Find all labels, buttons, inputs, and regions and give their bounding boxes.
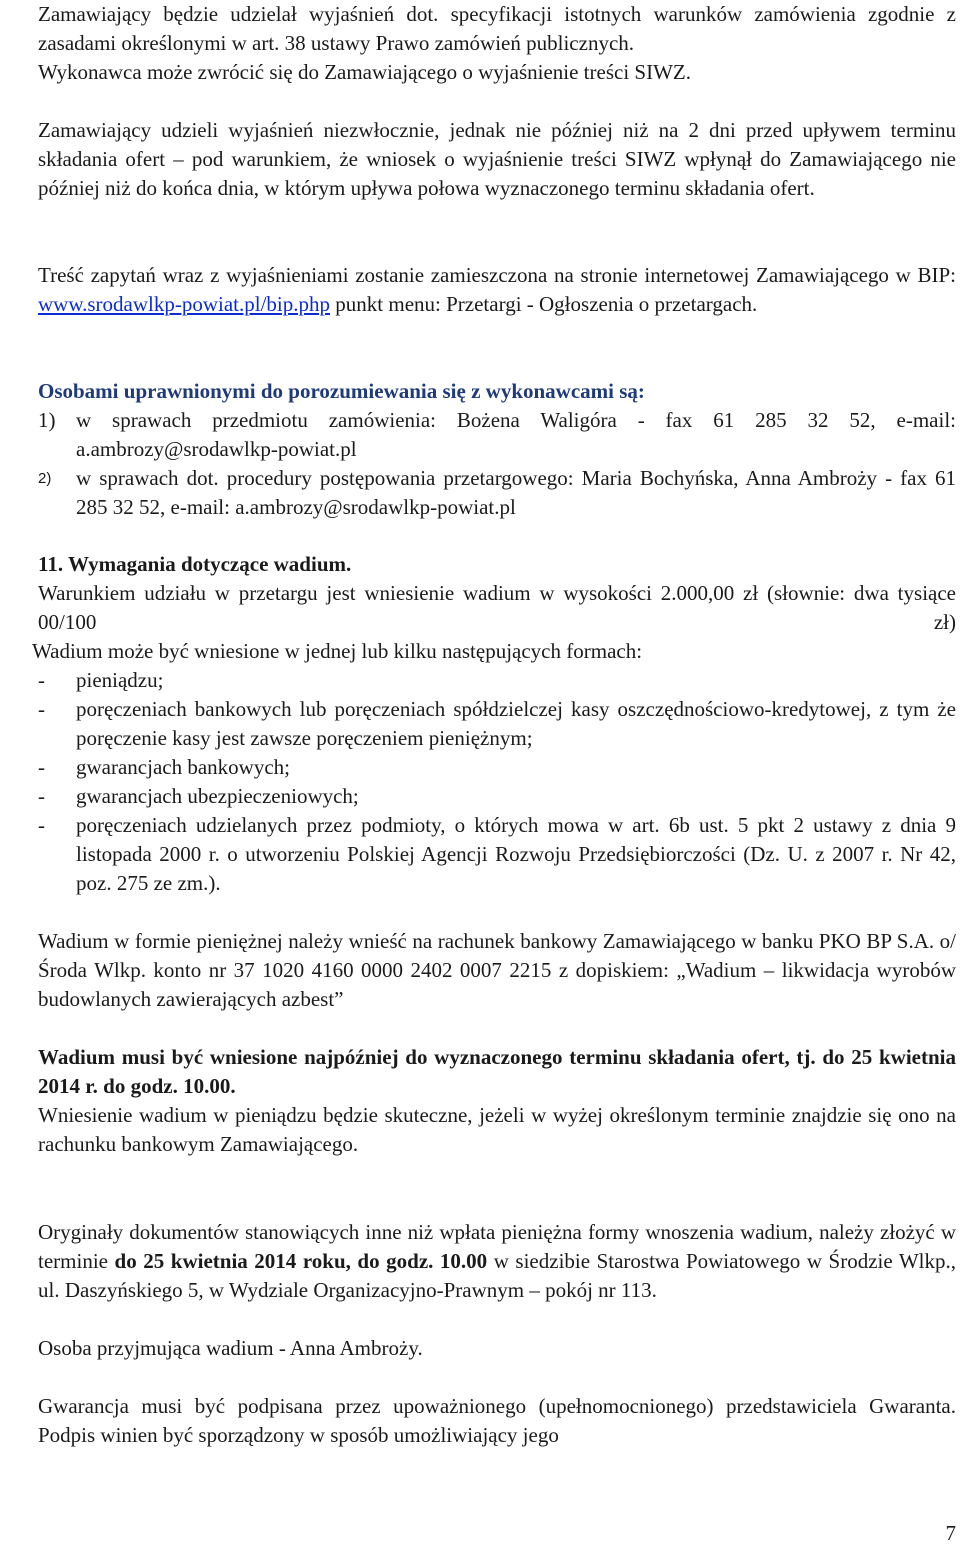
contact-text: w sprawach przedmiotu zamówienia: Bożena Waligóra - fax 61 285 32 52, e-mail: a.ambrozy@srodawlkp-powiat.pl: [76, 408, 956, 461]
contacts-heading: Osobami uprawnionymi do porozumiewania się z wykonawcami są:: [38, 379, 645, 403]
paragraph-receiver: Osoba przyjmująca wadium - Anna Ambroży.: [38, 1336, 423, 1360]
wadium-amount: Warunkiem udziału w przetargu jest wniesienie wadium w wysokości 2.000,00 zł (słownie: dwa tysiące 00/100 zł): [38, 581, 956, 634]
paragraph-clarifications-intro: Zamawiający będzie udzielał wyjaśnień dot. specyfikacji istotnych warunków zamówienia zgodnie z zasadami określonymi w art. 38 ustawy Prawo zamówień publicznych.: [38, 2, 956, 55]
page-number: 7: [945, 1521, 956, 1545]
list-marker: -: [38, 784, 45, 808]
form-text: poręczeniach bankowych lub poręczeniach spółdzielczej kasy oszczędnościowo-kredytowej, z tym że poręczenie kasy jest zawsze poręczeniem pieniężnym;: [76, 697, 956, 750]
form-text: pieniądzu;: [76, 668, 164, 692]
paragraph-wadium-deadline: Wadium musi być wniesione najpóźniej do wyznaczonego terminu składania ofert, tj. do 25 kwietnia 2014 r. do godz. 10.00.: [38, 1045, 956, 1098]
list-marker: -: [38, 668, 45, 692]
contacts-list: [38, 406, 956, 522]
bip-text-after: punkt menu: Przetargi - Ogłoszenia o przetargach.: [330, 292, 758, 316]
paragraph-deadline-note: Wniesienie wadium w pieniądzu będzie skuteczne, jeżeli w wyżej określonym terminie znajdzie się ono na rachunku bankowym Zamawiającego.: [38, 1103, 956, 1156]
originals-text-before: Oryginały dokumentów stanowiących inne niż wpłata pieniężna formy wnoszenia wadium, należy złożyć w terminie: [38, 1220, 956, 1273]
wadium-forms-list: [38, 666, 956, 898]
paragraph-contractor-request: Wykonawca może zwrócić się do Zamawiającego o wyjaśnienie treści SIWZ.: [38, 60, 691, 84]
wadium-forms-intro: Wadium może być wniesione w jednej lub kilku następujących formach:: [32, 639, 643, 663]
contact-text: w sprawach dot. procedury postępowania przetargowego: Maria Bochyńska, Anna Ambroży - fax 61 285 32 52, e-mail: a.ambrozy@srodawlkp-powiat.pl: [76, 466, 956, 519]
list-item: [38, 782, 956, 811]
list-item: [38, 811, 956, 898]
paragraph-bank-account: Wadium w formie pieniężnej należy wnieść na rachunek bankowy Zamawiającego w banku PKO BP S.A. o/Środa Wlkp. konto nr 37 1020 4160 0000 2402 0007 2215 z dopiskiem: „Wadium – likwidacja wyrobów budowlanych zawierających azbest”: [38, 929, 956, 1011]
paragraph-originals: [38, 1218, 956, 1305]
list-item: [38, 406, 956, 464]
list-marker: -: [38, 697, 45, 721]
paragraph-guarantee: Gwarancja musi być podpisana przez upoważnionego (upełnomocnionego) przedstawiciela Gwaranta. Podpis winien być sporządzony w sposób umożliwiający jego: [38, 1394, 956, 1447]
list-item: [38, 666, 956, 695]
form-text: gwarancjach ubezpieczeniowych;: [76, 784, 359, 808]
list-item: [38, 695, 956, 753]
list-marker: -: [38, 813, 45, 837]
list-item: [38, 753, 956, 782]
paragraph-bip-publication: [38, 261, 956, 319]
list-marker: -: [38, 755, 45, 779]
originals-deadline: do 25 kwietnia 2014 roku, do godz. 10.00: [114, 1249, 488, 1273]
list-item: [38, 464, 956, 522]
form-text: gwarancjach bankowych;: [76, 755, 290, 779]
bip-text-before: Treść zapytań wraz z wyjaśnieniami zostanie zamieszczona na stronie internetowej Zamawiającego w BIP:: [38, 263, 956, 287]
bip-link[interactable]: www.srodawlkp-powiat.pl/bip.php: [38, 292, 331, 316]
list-marker: 1): [38, 408, 56, 432]
list-marker: 2): [38, 470, 52, 487]
originals-text-after: w siedzibie Starostwa Powiatowego w Środzie Wlkp., ul. Daszyńskiego 5, w Wydziale Organizacyjno-Prawnym – pokój nr 113.: [38, 1249, 956, 1302]
section-11-heading: 11. Wymagania dotyczące wadium.: [38, 552, 352, 576]
paragraph-clarification-deadline: Zamawiający udzieli wyjaśnień niezwłocznie, jednak nie później niż na 2 dni przed upływem terminu składania ofert – pod warunkiem, że wniosek o wyjaśnienie treści SIWZ wpłynął do Zamawiającego nie później niż do końca dnia, w którym upływa połowa wyznaczonego terminu składania ofert.: [38, 118, 956, 200]
form-text: poręczeniach udzielanych przez podmioty, o których mowa w art. 6b ust. 5 pkt 2 ustawy z dnia 9 listopada 2000 r. o utworzeniu Polskiej Agencji Rozwoju Przedsiębiorczości (Dz. U. z 2007 r. Nr 42, poz. 275 ze zm.).: [76, 813, 956, 895]
